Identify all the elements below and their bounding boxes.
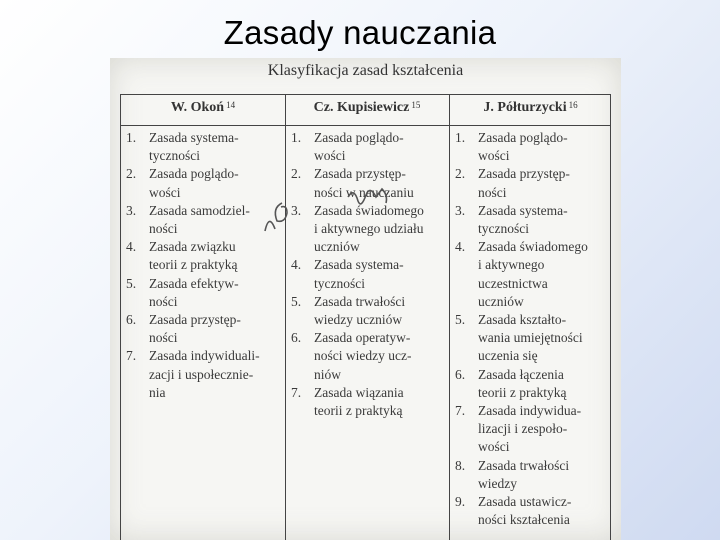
- item-number: 2.: [126, 166, 137, 182]
- item-text: [314, 129, 447, 165]
- item-number: 7.: [455, 403, 466, 419]
- item-number: 7.: [126, 348, 137, 364]
- item-text-line: ności kształcenia: [478, 512, 570, 528]
- item-text-line: Zasada indywidua-: [478, 403, 582, 419]
- item-text: [149, 238, 284, 274]
- item-text-line: Zasada trwałości: [478, 457, 570, 473]
- item-text: [478, 402, 611, 457]
- item-number: 9.: [455, 494, 466, 510]
- item-text-line: Zasada ustawicz-: [478, 494, 572, 510]
- principle-item: [291, 256, 447, 292]
- footnote-ref: 14: [226, 100, 236, 110]
- item-text-line: ności: [149, 330, 178, 346]
- column-header-okon: [121, 100, 285, 116]
- header-divider: [121, 125, 610, 126]
- item-text-line: ności wiedzy ucz-: [314, 348, 412, 364]
- footnote-ref: 16: [568, 100, 578, 110]
- principles-list-kupisiewicz: [291, 129, 447, 420]
- item-text: [149, 275, 284, 311]
- item-text-line: Zasada poglądo-: [149, 166, 239, 182]
- principle-item: [291, 384, 447, 420]
- item-text-line: Zasada trwałości: [314, 293, 406, 309]
- item-number: 4.: [126, 239, 137, 255]
- column-divider: [449, 95, 450, 540]
- principle-item: [291, 129, 447, 165]
- column-header-kupisiewicz: [285, 100, 449, 116]
- principles-list-okon: [126, 129, 284, 402]
- principle-item: [126, 275, 284, 311]
- item-text-line: uczestnictwa: [478, 275, 548, 291]
- item-text-line: wiedzy: [478, 475, 517, 491]
- item-text-line: uczenia się: [478, 348, 538, 364]
- item-text-line: uczniów: [478, 293, 524, 309]
- column-divider: [285, 95, 286, 540]
- item-number: 1.: [291, 130, 302, 145]
- item-text-line: teorii z praktyką: [478, 384, 567, 400]
- principle-item: [455, 202, 611, 238]
- principle-item: [455, 129, 611, 165]
- item-text-line: wości: [478, 439, 510, 455]
- column-header-polturzycki: [449, 100, 612, 116]
- item-text-line: teorii z praktyką: [314, 403, 403, 419]
- principle-item: [455, 457, 611, 493]
- author-name: W. Okoń: [170, 100, 225, 115]
- principle-item: [291, 329, 447, 384]
- item-text: [478, 238, 611, 311]
- item-number: 6.: [291, 330, 302, 346]
- item-text-line: ności: [149, 293, 178, 309]
- item-text-line: Zasada łączenia: [478, 366, 564, 382]
- item-text: [314, 293, 447, 329]
- principle-item: [455, 238, 611, 311]
- item-text-line: Zasada indywiduali-: [149, 348, 260, 364]
- item-number: 2.: [291, 166, 302, 182]
- principle-item: [455, 493, 611, 529]
- principle-item: [126, 347, 284, 402]
- item-text: [478, 457, 611, 493]
- item-text-line: nia: [149, 384, 166, 400]
- item-number: 3.: [291, 202, 302, 218]
- item-number: 1.: [455, 130, 466, 145]
- item-number: 4.: [291, 257, 302, 273]
- item-text: [314, 256, 447, 292]
- item-text-line: wości: [149, 184, 181, 200]
- item-text: [478, 129, 611, 165]
- item-text-line: wiedzy uczniów: [314, 312, 403, 328]
- slide-title: Zasady nauczania: [223, 14, 497, 51]
- item-text-line: Zasada wiązania: [314, 384, 404, 400]
- item-number: 8.: [455, 457, 466, 473]
- item-text-line: Zasada poglądo-: [478, 130, 568, 145]
- item-number: 6.: [126, 312, 137, 328]
- table-caption: Klasyfikacja zasad kształcenia: [267, 62, 464, 79]
- handwritten-annotation: [260, 183, 410, 243]
- principle-item: [455, 165, 611, 201]
- classification-table: [120, 94, 611, 540]
- principle-item: [291, 293, 447, 329]
- item-text: [478, 202, 611, 238]
- item-number: 5.: [126, 275, 137, 291]
- item-text-line: ności: [149, 221, 178, 237]
- item-text-line: i aktywnego: [478, 257, 545, 273]
- item-text-line: wości: [478, 148, 510, 164]
- item-text-line: uczniów: [314, 239, 360, 255]
- item-text-line: teorii z praktyką: [149, 257, 238, 273]
- principles-list-polturzycki: [455, 129, 611, 529]
- item-text-line: lizacji i zespoło-: [478, 421, 568, 437]
- item-text-line: i aktywnego udziału: [314, 221, 424, 237]
- item-text-line: wania umiejętności: [478, 330, 583, 346]
- item-text-line: ności: [478, 184, 507, 200]
- item-number: 5.: [291, 293, 302, 309]
- item-text-line: zacji i uspołecznie-: [149, 366, 254, 382]
- item-number: 5.: [455, 312, 466, 328]
- item-text: [478, 165, 611, 201]
- item-text-line: Zasada samodziel-: [149, 202, 250, 218]
- item-text-line: Zasada przystęp-: [478, 166, 570, 182]
- author-name: J. Półturzycki: [483, 100, 567, 115]
- item-number: 3.: [455, 202, 466, 218]
- footnote-ref: 15: [411, 100, 421, 110]
- principle-item: [126, 238, 284, 274]
- item-text-line: Zasada przystęp-: [314, 166, 406, 182]
- item-text-line: niów: [314, 366, 341, 382]
- item-number: 2.: [455, 166, 466, 182]
- item-number: 3.: [126, 202, 137, 218]
- item-text-line: Zasada systema-: [314, 257, 404, 273]
- item-number: 4.: [455, 239, 466, 255]
- item-text-line: Zasada świadomego: [314, 202, 424, 218]
- principle-item: [455, 402, 611, 457]
- item-text-line: Zasada kształto-: [478, 312, 567, 328]
- principle-item: [455, 366, 611, 402]
- principle-item: [455, 311, 611, 366]
- item-text-line: ności w nauczaniu: [314, 184, 414, 200]
- item-text-line: Zasada operatyw-: [314, 330, 411, 346]
- item-text-line: tyczności: [314, 275, 365, 291]
- item-text: [478, 366, 611, 402]
- item-text: [478, 311, 611, 366]
- principle-item: [126, 129, 284, 165]
- item-text-line: tyczności: [478, 221, 529, 237]
- principle-item: [126, 311, 284, 347]
- item-text-line: Zasada systema-: [478, 202, 568, 218]
- item-number: 1.: [126, 130, 137, 145]
- item-text-line: tyczności: [149, 148, 200, 164]
- item-text: [314, 329, 447, 384]
- item-text-line: Zasada efektyw-: [149, 275, 239, 291]
- author-name: Cz. Kupisiewicz: [313, 100, 410, 115]
- item-text-line: Zasada systema-: [149, 130, 239, 145]
- item-text: [149, 129, 284, 165]
- item-text-line: Zasada poglądo-: [314, 130, 404, 145]
- item-text-line: Zasada związku: [149, 239, 236, 255]
- item-text: [149, 347, 284, 402]
- item-number: 7.: [291, 384, 302, 400]
- item-text-line: Zasada świadomego: [478, 239, 588, 255]
- scanned-table-image: [110, 58, 621, 540]
- item-text: [478, 493, 611, 529]
- item-text: [149, 311, 284, 347]
- item-text-line: Zasada przystęp-: [149, 312, 241, 328]
- item-text-line: wości: [314, 148, 346, 164]
- item-number: 6.: [455, 366, 466, 382]
- item-text: [314, 384, 447, 420]
